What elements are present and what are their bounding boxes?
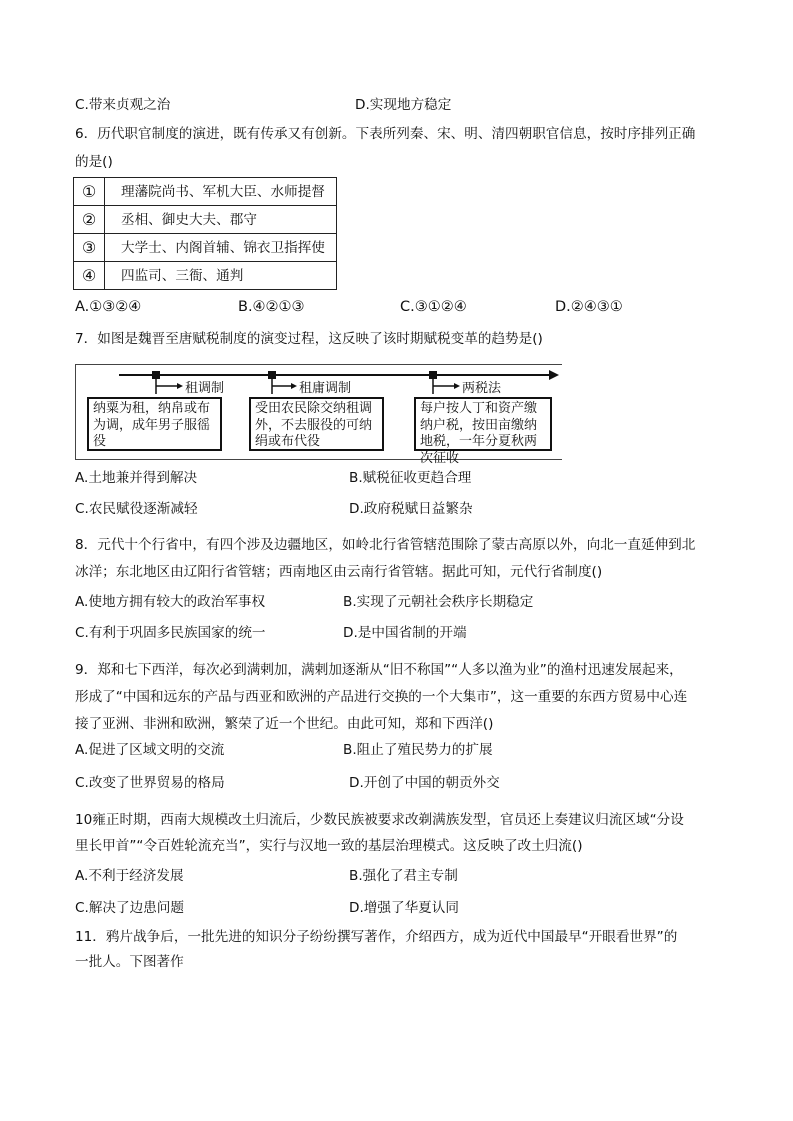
q8-option-d: D.是中国省制的开端 — [343, 625, 467, 641]
q8-option-a: A.使地方拥有较大的政治军事权 — [75, 594, 266, 610]
q8-stem-line1: 8．元代十个行省中，有四个涉及边疆地区，如岭北行省管辖范围除了蒙古高原以外，向北一直延伸到北 — [75, 537, 696, 553]
stage-description: 每户按人丁和资产缴纳户税，按田亩缴纳地税，一年分夏秋两次征收 — [414, 397, 552, 451]
q10-stem-line2: 里长甲首”“令百姓轮流充当”，实行与汉地一致的基层治理模式。这反映了改土归流() — [75, 838, 583, 854]
row-number: ① — [74, 178, 105, 206]
q9-stem-line1: 9．郑和七下西洋，每次必到满剌加，满剌加逐渐从“旧不称国”“人多以渔为业”的渔村迅速发展起来， — [75, 662, 683, 678]
table-row — [74, 262, 337, 290]
q9-stem-line3: 接了亚洲、非洲和欧洲，繁荣了近一个世纪。由此可知，郑和下西洋() — [75, 716, 494, 732]
q7-stem: 7．如图是魏晋至唐赋税制度的演变过程，这反映了该时期赋税变革的趋势是() — [75, 331, 543, 347]
stage-label: 两税法 — [462, 381, 502, 396]
table-row — [74, 178, 337, 206]
q9-option-d: D.开创了中国的朝贡外交 — [349, 775, 500, 791]
q6-option-d: D.②④③① — [555, 299, 623, 315]
q7-option-a: A.土地兼并得到解决 — [75, 470, 198, 486]
q5-option-c: C.带来贞观之治 — [75, 97, 171, 113]
q9-option-c: C.改变了世界贸易的格局 — [75, 775, 225, 791]
stage-description: 纳粟为租，纳帛或布为调，成年男子服徭役 — [87, 397, 222, 451]
row-text: 丞相、御史大夫、郡守 — [105, 206, 337, 234]
q7-option-c: C.农民赋役逐渐减轻 — [75, 501, 198, 517]
q8-option-c: C.有利于巩固多民族国家的统一 — [75, 625, 266, 641]
q6-option-b: B.④②①③ — [238, 299, 305, 315]
q6-stem-line1: 6．历代职官制度的演进，既有传承又有创新。下表所列秦、宋、明、清四朝职官信息，按时序排列正确 — [75, 126, 696, 142]
q6-officials-table — [73, 177, 337, 290]
q6-option-c: C.③①②④ — [400, 299, 467, 315]
tax-evolution-diagram — [75, 364, 562, 466]
q7-option-b: B.赋税征收更趋合理 — [349, 470, 472, 486]
stage-label: 租调制 — [185, 381, 225, 396]
row-text: 理藩院尚书、军机大臣、水师提督 — [105, 178, 337, 206]
q9-option-b: B.阻止了殖民势力的扩展 — [343, 742, 493, 758]
q9-stem-line2: 形成了“中国和远东的产品与西亚和欧洲的产品进行交换的一个大集市”，这一重要的东西方贸易中心连 — [75, 689, 688, 705]
q8-stem-line2: 冰洋；东北地区由辽阳行省管辖；西南地区由云南行省管辖。据此可知，元代行省制度() — [75, 564, 603, 580]
row-text: 大学士、内阁首辅、锦衣卫指挥使 — [105, 234, 337, 262]
q7-option-d: D.政府税赋日益繁杂 — [349, 501, 473, 517]
q6-stem-line2: 的是() — [75, 154, 113, 170]
q10-option-d: D.增强了华夏认同 — [349, 900, 459, 916]
q10-option-a: A.不利于经济发展 — [75, 868, 184, 884]
q11-stem-line2: 一批人。下图著作 — [75, 954, 184, 970]
q8-option-b: B.实现了元朝社会秩序长期稳定 — [343, 594, 534, 610]
row-number: ② — [74, 206, 105, 234]
row-number: ③ — [74, 234, 105, 262]
row-text: 四监司、三衙、通判 — [105, 262, 337, 290]
q10-option-c: C.解决了边患问题 — [75, 900, 184, 916]
table-row — [74, 234, 337, 262]
row-number: ④ — [74, 262, 105, 290]
q10-stem-line1: 10雍正时期，西南大规模改土归流后，少数民族被要求改剃满族发型，官员还上奏建议归流区域“分设 — [75, 812, 684, 828]
table-row — [74, 206, 337, 234]
q5-option-d: D.实现地方稳定 — [355, 97, 452, 113]
stage-description: 受田农民除交纳租调外，不去服役的可纳绢或布代役 — [249, 397, 384, 451]
q9-option-a: A.促进了区域文明的交流 — [75, 742, 225, 758]
q11-stem-line1: 11．鸦片战争后，一批先进的知识分子纷纷撰写著作，介绍西方，成为近代中国最早“开眼看世界”的 — [75, 929, 678, 945]
q6-option-a: A.①③②④ — [75, 299, 142, 315]
q10-option-b: B.强化了君主专制 — [349, 868, 458, 884]
stage-label: 租庸调制 — [299, 381, 352, 396]
